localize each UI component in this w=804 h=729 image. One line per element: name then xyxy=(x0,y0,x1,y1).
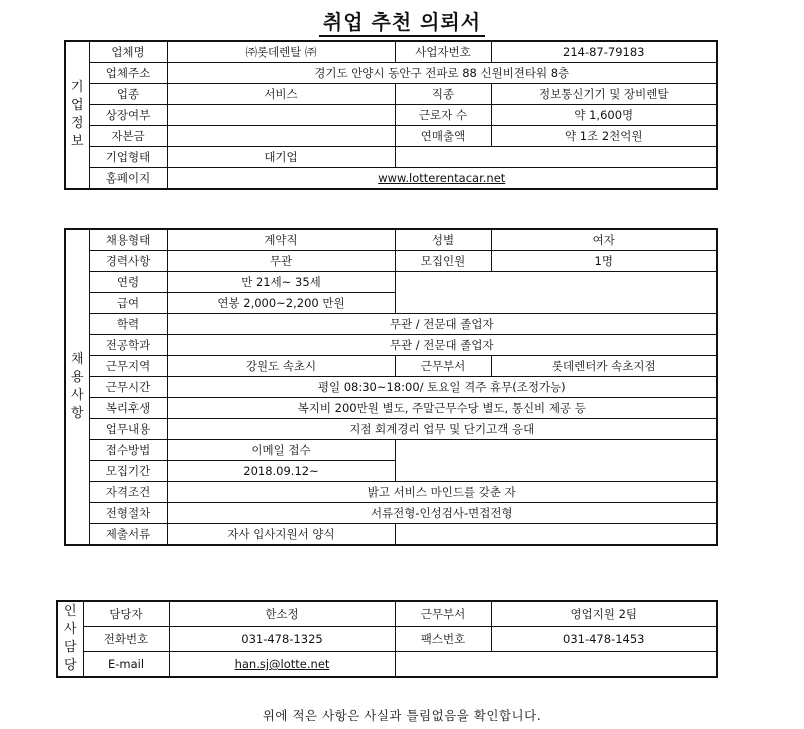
capital-value xyxy=(167,126,395,147)
qualification-value: 밝고 서비스 마인드를 갖춘 자 xyxy=(167,482,717,503)
documents-label: 제출서류 xyxy=(89,524,167,546)
qualification-label: 자격조건 xyxy=(89,482,167,503)
company-info-table xyxy=(64,40,718,190)
address-value: 경기도 안양시 동안구 전파로 88 신원비젼타워 8층 xyxy=(167,63,717,84)
capital-label: 자본금 xyxy=(89,126,167,147)
welfare-label: 복리후생 xyxy=(89,398,167,419)
headcount-value: 1명 xyxy=(491,251,717,272)
document-title-text: 취업 추천 의뢰서 xyxy=(319,10,485,37)
category-value: 정보통신기기 및 장비렌탈 xyxy=(491,84,717,105)
email-value[interactable] xyxy=(169,652,395,678)
major-value: 무관 / 전문대 졸업자 xyxy=(167,335,717,356)
company-type-blank-1 xyxy=(395,147,491,168)
duties-label: 업무내용 xyxy=(89,419,167,440)
revenue-label: 연매출액 xyxy=(395,126,491,147)
fax-value: 031-478-1453 xyxy=(491,627,717,652)
work-dept-label: 근무부서 xyxy=(395,356,491,377)
emp-type-label: 채용형태 xyxy=(89,229,167,251)
bizno-value: 214-87-79183 xyxy=(491,41,717,63)
age-salary-blank xyxy=(395,272,717,314)
manager-value: 한소정 xyxy=(169,601,395,627)
listed-value xyxy=(167,105,395,126)
bizno-label: 사업자번호 xyxy=(395,41,491,63)
document-title xyxy=(0,6,804,35)
company-name-value: ㈜롯데렌탈 ㈜ xyxy=(167,41,395,63)
apply-value: 이메일 접수 xyxy=(167,440,395,461)
hr-section-label: 인사담당 xyxy=(57,601,83,677)
salary-value: 연봉 2,000~2,200 만원 xyxy=(167,293,395,314)
listed-label: 상장여부 xyxy=(89,105,167,126)
email-label: E-mail xyxy=(83,652,169,678)
apply-period-blank xyxy=(395,440,717,482)
education-value: 무관 / 전문대 졸업자 xyxy=(167,314,717,335)
emp-type-value: 계약직 xyxy=(167,229,395,251)
career-value: 무관 xyxy=(167,251,395,272)
address-label: 업체주소 xyxy=(89,63,167,84)
fax-label: 팩스번호 xyxy=(395,627,491,652)
gender-label: 성별 xyxy=(395,229,491,251)
career-label: 경력사항 xyxy=(89,251,167,272)
hr-contact-table xyxy=(56,600,718,678)
location-value: 강원도 속초시 xyxy=(167,356,395,377)
documents-value: 자사 입사지원서 양식 xyxy=(167,524,395,546)
email-link[interactable]: han.sj@lotte.net xyxy=(234,657,330,671)
employees-label: 근로자 수 xyxy=(395,105,491,126)
revenue-value: 약 1조 2천억원 xyxy=(491,126,717,147)
employees-value: 약 1,600명 xyxy=(491,105,717,126)
location-label: 근무지역 xyxy=(89,356,167,377)
documents-blank xyxy=(395,524,717,546)
period-value: 2018.09.12~ xyxy=(167,461,395,482)
major-label: 전공학과 xyxy=(89,335,167,356)
homepage-link[interactable]: www.lotterentacar.net xyxy=(378,171,506,185)
age-label: 연령 xyxy=(89,272,167,293)
headcount-label: 모집인원 xyxy=(395,251,491,272)
homepage-label: 홈페이지 xyxy=(89,168,167,190)
period-label: 모집기간 xyxy=(89,461,167,482)
hours-label: 근무시간 xyxy=(89,377,167,398)
process-value: 서류전형-인성검사-면접전형 xyxy=(167,503,717,524)
email-blank xyxy=(395,652,717,678)
manager-label: 담당자 xyxy=(83,601,169,627)
phone-value: 031-478-1325 xyxy=(169,627,395,652)
company-type-label: 기업형태 xyxy=(89,147,167,168)
hr-dept-label: 근무부서 xyxy=(395,601,491,627)
industry-label: 업종 xyxy=(89,84,167,105)
age-value: 만 21세~ 35세 xyxy=(167,272,395,293)
hiring-section-label: 채용사항 xyxy=(65,229,89,545)
industry-value: 서비스 xyxy=(167,84,395,105)
phone-label: 전화번호 xyxy=(83,627,169,652)
process-label: 전형절차 xyxy=(89,503,167,524)
hiring-table xyxy=(64,228,718,546)
company-type-value: 대기업 xyxy=(167,147,395,168)
work-dept-value: 롯데렌터카 속초지점 xyxy=(491,356,717,377)
gender-value: 여자 xyxy=(491,229,717,251)
company-name-label: 업체명 xyxy=(89,41,167,63)
salary-label: 급여 xyxy=(89,293,167,314)
homepage-value[interactable] xyxy=(167,168,717,190)
hr-dept-value: 영업지원 2팀 xyxy=(491,601,717,627)
education-label: 학력 xyxy=(89,314,167,335)
confirmation-statement: 위에 적은 사항은 사실과 틀림없음을 확인합니다. xyxy=(262,708,542,723)
company-type-blank-2 xyxy=(491,147,717,168)
company-section-label: 기업정보 xyxy=(65,41,89,189)
welfare-value: 복지비 200만원 별도, 주말근무수당 별도, 통신비 제공 등 xyxy=(167,398,717,419)
duties-value: 지점 회계경리 업무 및 단기고객 응대 xyxy=(167,419,717,440)
hours-value: 평일 08:30~18:00/ 토요일 격주 휴무(조정가능) xyxy=(167,377,717,398)
category-label: 직종 xyxy=(395,84,491,105)
apply-label: 접수방법 xyxy=(89,440,167,461)
